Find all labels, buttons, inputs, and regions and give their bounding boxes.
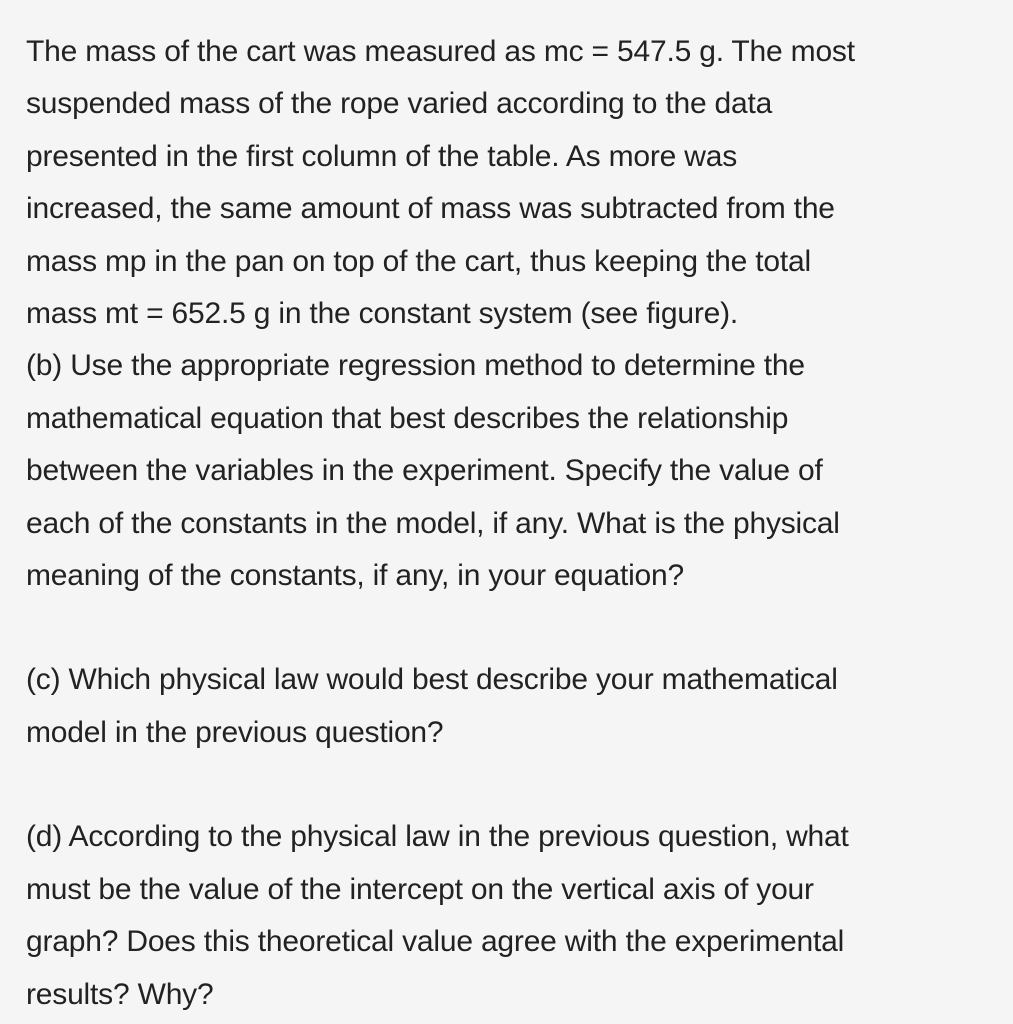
paragraph-intro-and-part-b: The mass of the cart was measured as mc = 547.5 g. The most suspended mass of the rope varied according to the data presented in the first column of the table. As more was increased, the same amount of mass was subtracted from the mass mp in the pan on top of the cart, thus keeping the total mass mt = 652.5 g in the constant system (see figure). (b) Use the appropriate regression method to determine the mathematical equation that best describes the relationship between the variables in the experiment. Specify the value of each of the constants in the model, if any. What is the physical meaning of the constants, if any, in your equation? (26, 35, 855, 593)
paragraph-spacer (26, 602, 995, 654)
paragraph-part-d: (d) According to the physical law in the previous question, what must be the value of the intercept on the vertical axis of your graph? Does this theoretical value agree with the experimental results? Why? (26, 820, 849, 1011)
paragraph-part-c: (c) Which physical law would best describe your mathematical model in the previous question? (26, 663, 838, 749)
paragraph-spacer (26, 759, 995, 811)
